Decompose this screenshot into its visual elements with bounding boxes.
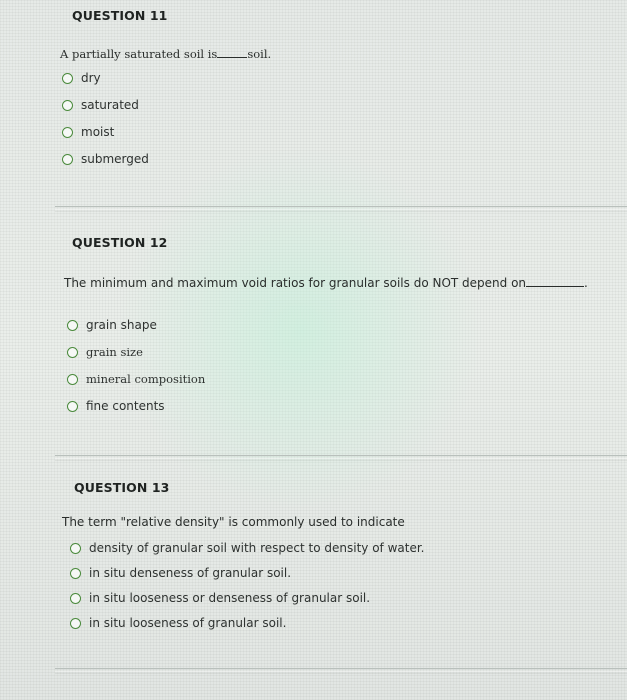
option-label: grain shape — [86, 318, 157, 332]
option-label: fine contents — [86, 399, 165, 413]
option-label: in situ looseness or denseness of granular soil. — [89, 591, 371, 605]
option-grain-size[interactable] — [67, 345, 143, 359]
radio-button[interactable] — [70, 618, 81, 629]
radio-button[interactable] — [70, 593, 81, 604]
option-dry[interactable] — [62, 71, 101, 85]
option-grain-shape[interactable] — [67, 318, 157, 332]
question-text-after: soil. — [247, 47, 272, 61]
question-text — [64, 275, 588, 290]
radio-button[interactable] — [67, 320, 78, 331]
question-title: QUESTION 13 — [74, 480, 170, 495]
option-looseness-or-denseness[interactable] — [70, 591, 370, 605]
question-text-after: . — [584, 276, 588, 290]
option-label: submerged — [81, 152, 149, 166]
section-divider — [55, 668, 627, 669]
question-text — [60, 46, 271, 61]
answer-blank — [217, 46, 247, 58]
option-in-situ-looseness[interactable] — [70, 616, 286, 630]
option-label: dry — [81, 71, 101, 85]
option-label: in situ looseness of granular soil. — [89, 616, 287, 630]
radio-button[interactable] — [62, 100, 73, 111]
section-divider — [55, 455, 627, 456]
option-in-situ-denseness[interactable] — [70, 566, 291, 580]
radio-button[interactable] — [70, 568, 81, 579]
option-moist[interactable] — [62, 125, 114, 139]
radio-button[interactable] — [67, 347, 78, 358]
section-divider — [55, 206, 627, 207]
option-label: moist — [81, 125, 115, 139]
option-label: mineral composition — [86, 372, 206, 386]
option-density-vs-water[interactable] — [70, 541, 424, 555]
option-mineral-composition[interactable] — [67, 372, 205, 386]
radio-button[interactable] — [62, 154, 73, 165]
radio-button[interactable] — [67, 401, 78, 412]
option-label: density of granular soil with respect to density of water. — [89, 541, 425, 555]
question-text: The term "relative density" is commonly used to indicate — [62, 515, 405, 529]
option-label: saturated — [81, 98, 139, 112]
option-fine-contents[interactable] — [67, 399, 165, 413]
option-label: grain size — [86, 345, 143, 359]
option-saturated[interactable] — [62, 98, 139, 112]
question-title: QUESTION 11 — [72, 8, 168, 23]
radio-button[interactable] — [67, 374, 78, 385]
question-text-before: The minimum and maximum void ratios for granular soils do NOT depend on — [64, 276, 527, 290]
option-submerged[interactable] — [62, 152, 149, 166]
question-text-before: A partially saturated soil is — [60, 47, 218, 61]
question-title: QUESTION 12 — [72, 235, 168, 250]
answer-blank — [526, 275, 584, 287]
radio-button[interactable] — [62, 73, 73, 84]
radio-button[interactable] — [62, 127, 73, 138]
option-label: in situ denseness of granular soil. — [89, 566, 292, 580]
radio-button[interactable] — [70, 543, 81, 554]
